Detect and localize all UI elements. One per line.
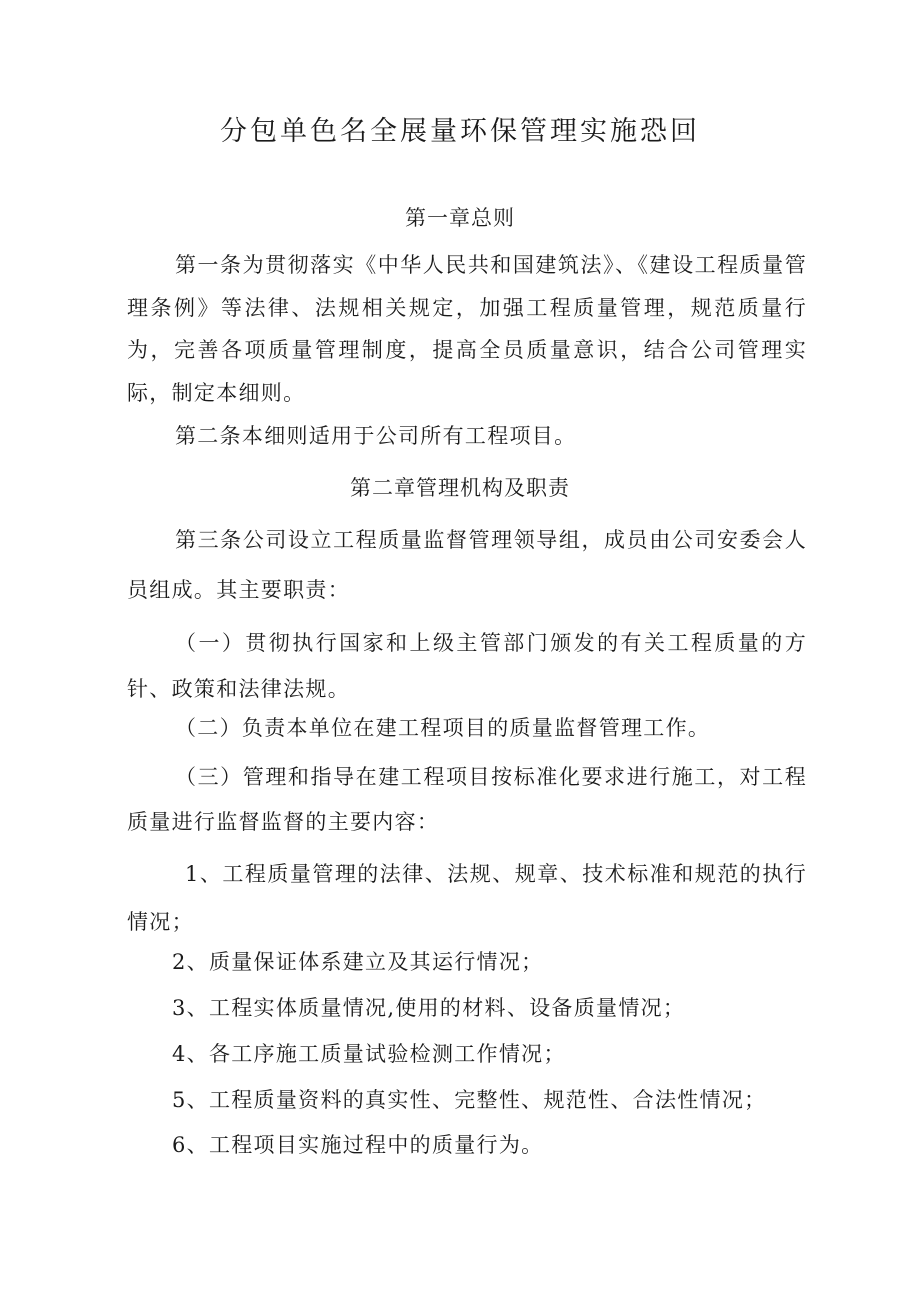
content-item: 4、各工序施工质量试验检测工作情况； (172, 1042, 566, 1066)
article-2: 第二条本细则适用于公司所有工程项目。 (175, 424, 577, 448)
content-item: 2、质量保证体系建立及其运行情况； (172, 950, 544, 974)
chapter-1-heading: 第一章总则 (405, 206, 515, 230)
chapter-2-heading: 第二章管理机构及职责 (350, 476, 570, 500)
article-3: 第三条公司设立工程质量监督管理领导组，成员由公司安委会人员组成。其主要职责： (127, 528, 807, 602)
duty-item: （三）管理和指导在建工程项目按标准化要求进行施工，对工程质量进行监督监督的主要内容： (127, 765, 807, 834)
article-1: 第一条为贯彻落实《中华人民共和国建筑法》、《建设工程质量管理条例》等法律、法规相关规定，加强工程质量管理，规范质量行为，完善各项质量管理制度，提高全员质量意识，结合公司管理实际，制定本细则。 (127, 253, 807, 405)
content-item: 5、工程质量资料的真实性、完整性、规范性、合法性情况； (172, 1088, 767, 1112)
duty-item: （二）负责本单位在建工程项目的质量监督管理工作。 (175, 716, 711, 740)
content-item: 6、工程项目实施过程中的质量行为。 (172, 1133, 544, 1157)
document-title: 分包单色名全展量环保管理实施恐回 (220, 116, 700, 147)
content-item: 3、工程实体质量情况,使用的材料、设备质量情况； (172, 996, 686, 1020)
content-item: 1、工程质量管理的法律、法规、规章、技术标准和规范的执行情况； (127, 862, 807, 934)
duty-item: （一）贯彻执行国家和上级主管部门颁发的有关工程质量的方针、政策和法律法规。 (127, 631, 807, 701)
